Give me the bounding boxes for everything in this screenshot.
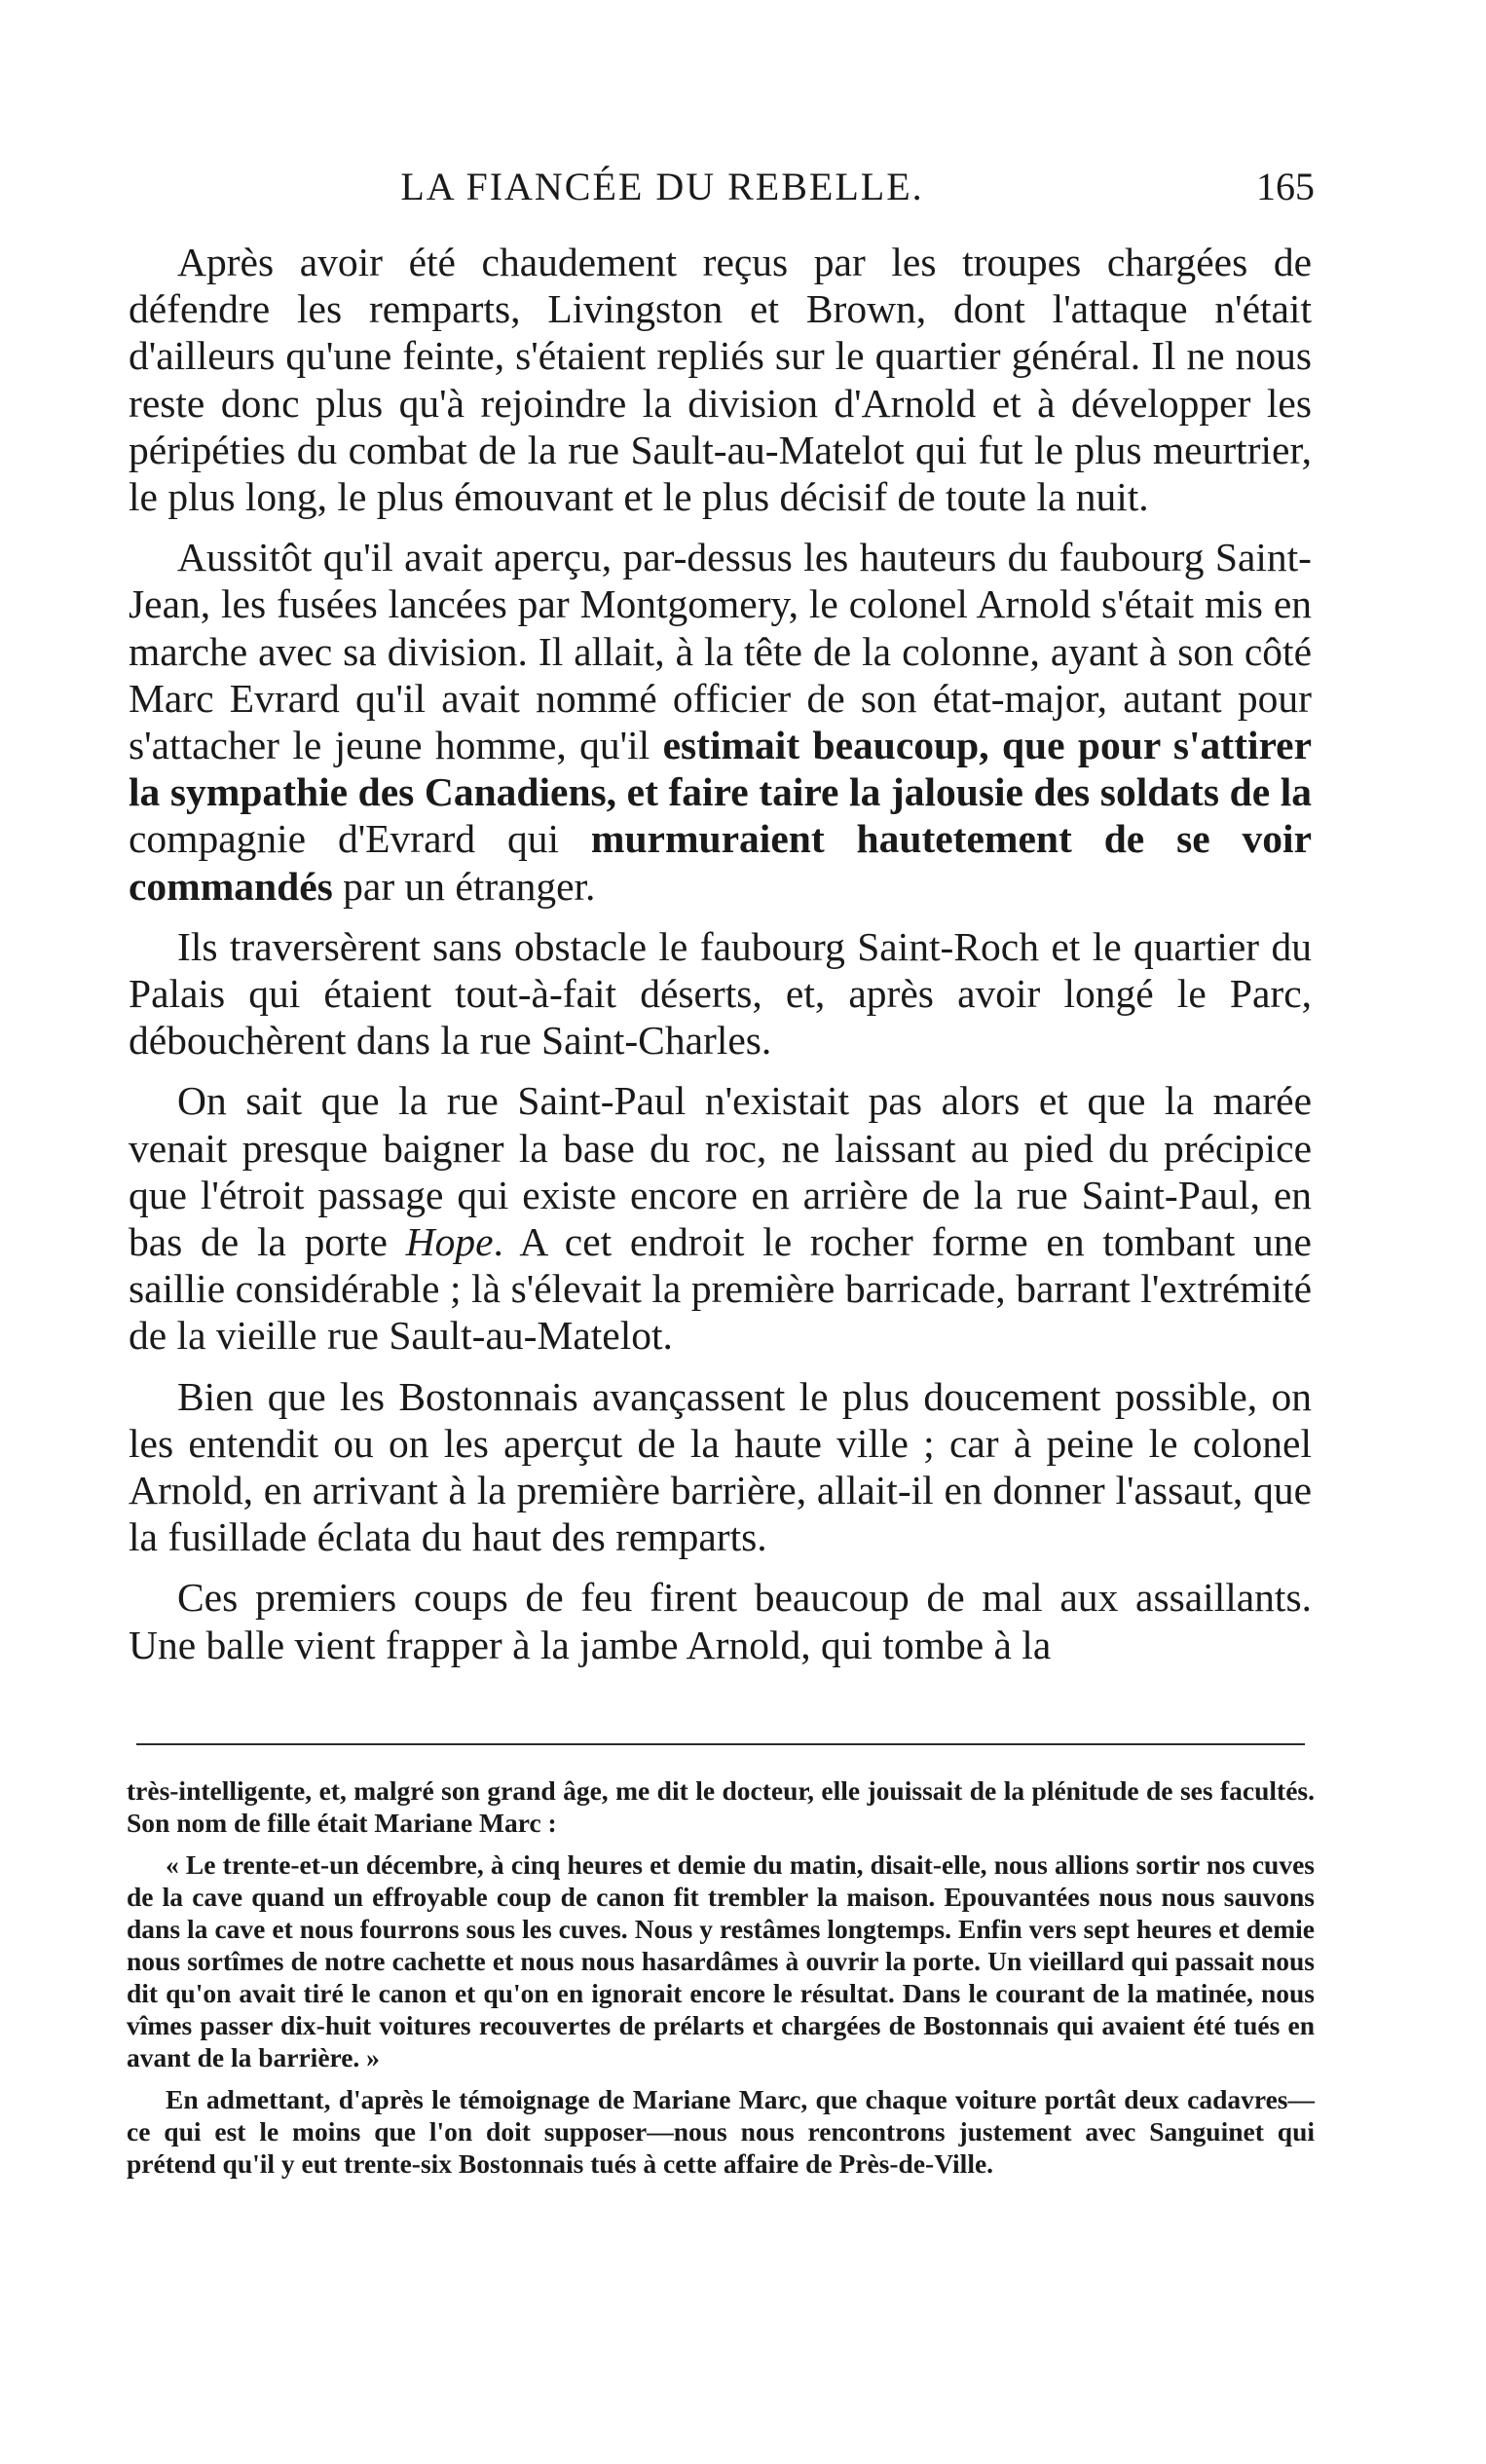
paragraph-2-start: Aussitôt qu'il avait aperçu, par-dessus les hauteurs du faubourg Saint-Jean, les fusées lancées par Montgomery, le colonel Arnold s'était mis en marche avec sa division. Il allait, à la tête de la colonne, ayant à son côté Marc Evrard qu'il avait nommé officier de son état-major, autant pour s'attacher le jeune homme, qu'il [129,535,1312,768]
paragraph-6: Ces premiers coups de feu firent beaucoup de mal aux assaillants. Une balle vient frapper à la jambe Arnold, qui tombe à la [129,1575,1312,1667]
paragraph-2-mid: compagnie d'Evrard qui [129,816,591,862]
footnote-1: très-intelligente, et, malgré son grand âge, me dit le docteur, elle jouissait de la plénitude de ses facultés. Son nom de fille était Mariane Marc : [127,1775,1315,1838]
running-head [127,164,1315,222]
paragraph-4 [129,1077,1312,1359]
footnote-divider [136,1743,1305,1745]
paragraph-1: Après avoir été chaudement reçus par les troupes chargées de défendre les remparts, Livingston et Brown, dont l'attaque n'était d'ailleurs qu'une feinte, s'étaient repliés sur le quartier général. Il ne nous reste donc plus qu'à rejoindre la division d'Arnold et à développer les péripéties du combat de la rue Sault-au-Matelot qui fut le plus meurtrier, le plus long, le plus émouvant et le plus décisif de toute la nuit. [129,240,1312,520]
paragraph-2-bold: estimait beaucoup, que pour s'attirer la sympathie des Canadiens, et faire taire la jalousie des soldats de la [129,723,1312,815]
page-number: 165 [1256,165,1315,208]
paragraph-3: Ils traversèrent sans obstacle le faubourg Saint-Roch et le quartier du Palais qui étaient tout-à-fait déserts, et, après avoir longé le Parc, débouchèrent dans la rue Saint-Charles. [129,923,1312,1064]
footnote-2: « Le trente-et-un décembre, à cinq heures et demie du matin, disait-elle, nous allions sortir nos cuves de la cave quand un effroyable coup de canon fit trembler la maison. Epouvantées nous nous sauvons dans la cave et nous fourrons sous les cuves. Nous y restâmes longtemps. Enfin vers sept heures et demie nous sortîmes de notre cachette et nous nous hasardâmes à ouvrir la porte. Un vieillard qui passait nous dit qu'on avait tiré le canon et qu'on en ignorait encore le résultat. Dans le courant de la matinée, nous vîmes passer dix-huit voitures recouvertes de prélarts et chargées de Bostonnais qui avaient été tués en avant de la barrière. » [127,1849,1315,2072]
footnote-3: En admettant, d'après le témoignage de Mariane Marc, que chaque voiture portât deux cadavres—ce qui est le moins que l'on doit supposer—nous nous rencontrons justement avec Sanguinet qui prétend qu'il y eut trente-six Bostonnais tués à cette affaire de Près-de-Ville. [127,2084,1315,2179]
paragraph-4-italic: Hope [405,1219,494,1265]
paragraph-2-bold-2: murmuraient hautetement de se voir commandés [129,816,1312,909]
body-text [129,239,1312,1682]
running-title: LA FIANCÉE DU REBELLE. [400,165,924,208]
paragraph-2-end: par un étranger. [332,863,596,909]
paragraph-5: Bien que les Bostonnais avançassent le plus doucement possible, on les entendit ou on les aperçut de la haute ville ; car à peine le colonel Arnold, en arrivant à la première barrière, allait-il en donner l'assaut, que la fusillade éclata du haut des remparts. [129,1373,1312,1560]
paragraph-4-end: . A cet endroit le rocher forme en tombant une saillie considérable ; là s'élevait la première barricade, barrant l'extrémité de la vieille rue Sault-au-Matelot. [129,1219,1312,1359]
footnotes [127,1774,1315,2189]
paragraph-4-start: On sait que la rue Saint-Paul n'existait pas alors et que la marée venait presque baigner la base du roc, ne laissant au pied du précipice que l'étroit passage qui existe encore en arrière de la rue Saint-Paul, en bas de la porte [129,1078,1312,1265]
paragraph-2 [129,534,1312,910]
